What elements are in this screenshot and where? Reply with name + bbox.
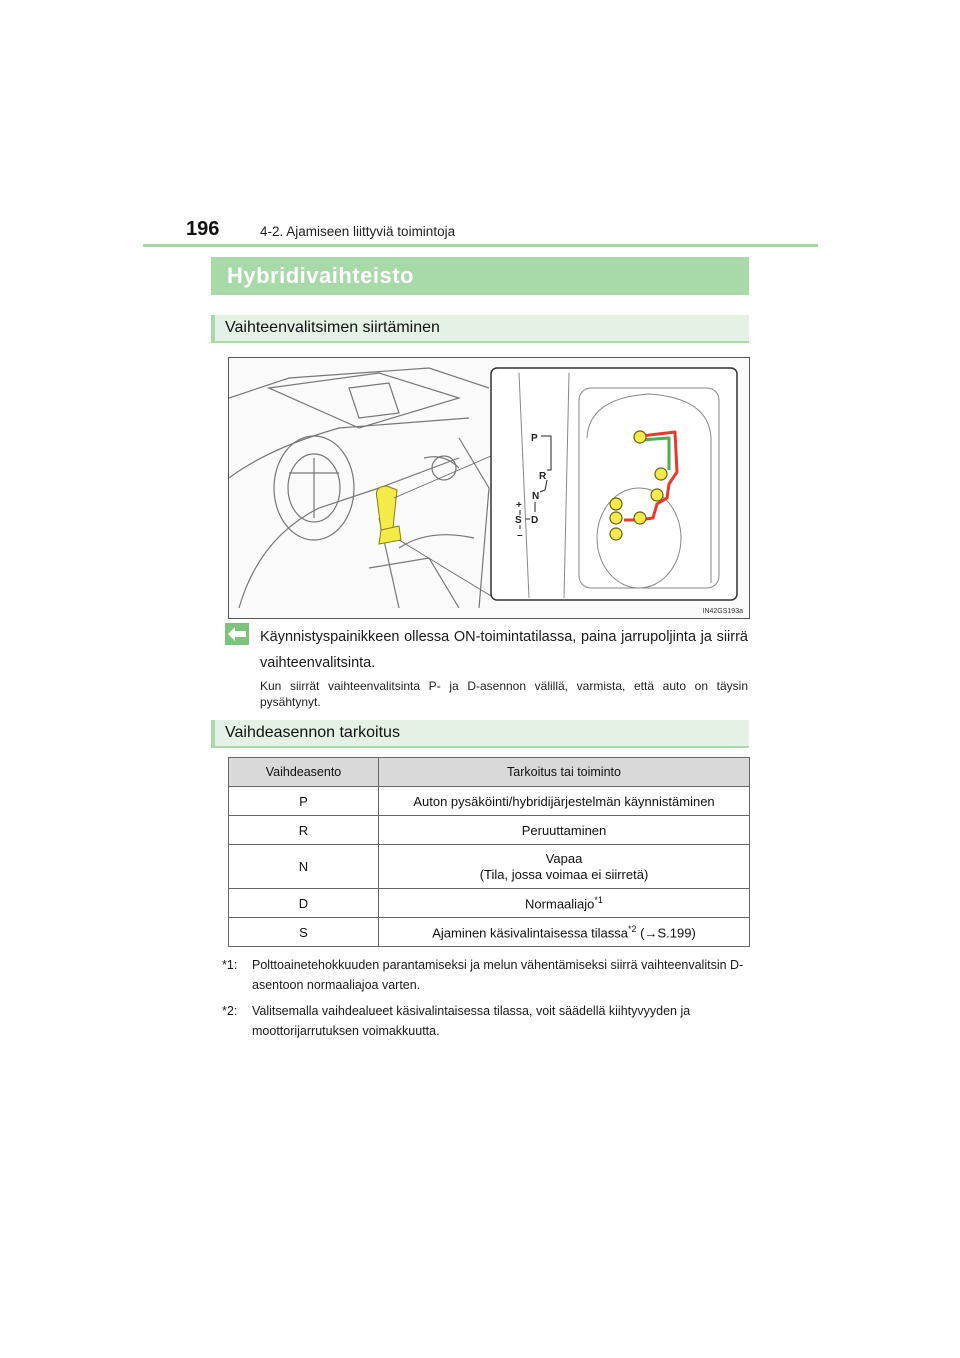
position-cell: R (229, 816, 379, 845)
shift-position-s (610, 512, 622, 524)
table-row (229, 845, 750, 889)
function-text: Vapaa (545, 850, 583, 866)
shift-position-plus (610, 498, 622, 510)
footnote-text: Valitsemalla vaihdealueet käsivalintaisessa tilassa, voit säädellä kiihtyvyyden ja moottorijarrutuksen voimakkuutta. (252, 1004, 691, 1038)
gate-label-r: R (539, 471, 547, 482)
function-cell (379, 845, 750, 889)
table-row (229, 816, 750, 845)
illustration-svg (229, 358, 749, 618)
function-text-line2: (Tila, jossa voimaa ei siirretä) (479, 866, 649, 882)
function-cell (379, 889, 750, 918)
shifting-heading: Vaihteenvalitsimen siirtäminen (225, 319, 440, 336)
position-cell: P (229, 787, 379, 816)
gate-label-n: N (532, 491, 540, 502)
position-cell: D (229, 889, 379, 918)
column-header-function: Tarkoitus tai toiminto (379, 758, 750, 787)
table-row (229, 787, 750, 816)
gate-label-d: D (531, 515, 539, 526)
gate-label-minus: – (517, 530, 523, 541)
footnote-2 (222, 1001, 750, 1041)
position-cell: N (229, 845, 379, 889)
page-reference: (→S.199) (636, 925, 696, 941)
purpose-heading-banner (211, 720, 749, 748)
page-number: 196 (186, 218, 220, 240)
shift-position-p (634, 431, 646, 443)
gate-label-p: P (531, 433, 538, 444)
shift-note: Kun siirrät vaihteenvalitsinta P- ja D-asennon välillä, varmista, että auto on täysin pysähtynyt. (260, 679, 748, 709)
footnote-mark: *1: (222, 958, 238, 972)
position-cell: S (229, 918, 379, 947)
chapter-title: 4-2. Ajamiseen liittyviä toimintoja (260, 224, 456, 239)
function-cell: Auton pysäköinti/hybridijärjestelmän käynnistäminen (379, 787, 750, 816)
function-text: Ajaminen käsivalintaisessa tilassa (432, 925, 629, 941)
callout-line-bottom (399, 540, 491, 596)
footnote-1 (222, 955, 750, 995)
shift-position-n (651, 489, 663, 501)
header-divider (143, 244, 818, 247)
shift-position-d (634, 512, 646, 524)
shift-lever-illustration (228, 357, 750, 619)
function-cell (379, 918, 750, 947)
table-row (229, 889, 750, 918)
section-title: Hybridivaihteisto (227, 263, 414, 288)
highlighted-shift-lever (376, 486, 401, 544)
table-row (229, 918, 750, 947)
shift-instruction: Käynnistyspainikkeen ollessa ON-toimintatilassa, paina jarrupoljinta ja siirrä vaihteenvalitsinta. (260, 629, 748, 671)
shift-position-minus (610, 528, 622, 540)
section-title-banner (211, 257, 749, 295)
footnote-mark: *2: (222, 1004, 238, 1018)
footnote-ref: *2 (628, 923, 637, 934)
footnote-ref: *1 (594, 894, 603, 905)
arrow-left-icon (225, 623, 249, 645)
dashboard-drawing (229, 368, 489, 608)
gate-label-s: S (515, 515, 522, 526)
arrow-left-glyph (228, 627, 246, 641)
shift-position-table (228, 757, 750, 947)
footnote-text: Polttoainetehokkuuden parantamiseksi ja melun vähentämiseksi siirrä vaihteenvalitsin D-asentoon normaaliajoa varten. (252, 958, 744, 992)
purpose-heading: Vaihdeasennon tarkoitus (225, 724, 400, 741)
table-header-row (229, 758, 750, 787)
shifting-heading-banner (211, 315, 749, 343)
function-text: Normaaliajo (525, 896, 595, 912)
image-code: IN42GS193a (702, 608, 743, 615)
function-cell: Peruuttaminen (379, 816, 750, 845)
shift-position-r (655, 468, 667, 480)
column-header-position: Vaihdeasento (229, 758, 379, 787)
gate-label-plus: + (516, 500, 522, 511)
